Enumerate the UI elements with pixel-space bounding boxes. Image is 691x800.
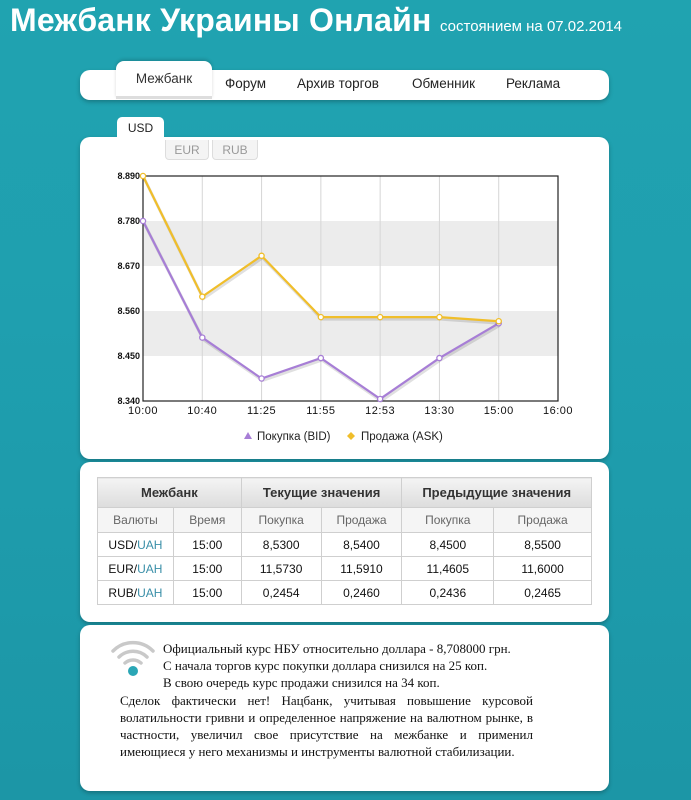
current-ask-cell: 8,5400 [321,533,402,557]
main-nav [80,70,609,100]
data-point-bid [200,335,205,340]
data-point-ask [259,253,264,258]
x-tick-label: 10:00 [127,405,159,417]
data-point-bid [259,376,264,381]
x-tick-label: 16:00 [542,405,574,417]
y-tick-label: 8.340 [117,396,140,406]
col-time: Время [173,508,241,533]
data-point-bid [318,355,323,360]
x-tick-label: 11:25 [246,405,277,417]
legend-label-bid: Покупка (BID) [257,431,331,443]
grid-band [143,176,558,221]
col-current-ask: Продажа [321,508,402,533]
table-row [98,557,592,581]
tab-advertising[interactable]: Реклама [506,76,561,91]
tab-forum[interactable]: Форум [225,76,267,91]
page-header [10,2,622,39]
time-cell: 15:00 [173,533,241,557]
time-cell: 15:00 [173,557,241,581]
data-point-bid [378,396,383,401]
header-mezhbank: Межбанк [98,478,242,508]
previous-ask-cell: 8,5500 [494,533,592,557]
data-point-ask [378,315,383,320]
col-previous-bid: Покупка [402,508,494,533]
grid-band [143,266,558,311]
table-row [98,581,592,605]
previous-bid-cell: 0,2436 [402,581,494,605]
header-previous-values: Предыдущие значения [402,478,592,508]
current-bid-cell: 8,5300 [241,533,321,557]
rates-table [97,477,592,605]
currency-tab-eur[interactable]: EUR [165,140,209,160]
col-current-bid: Покупка [241,508,321,533]
x-tick-label: 10:40 [187,405,218,417]
col-currency: Валюты [98,508,174,533]
tab-exchange[interactable]: Обменник [412,76,476,91]
previous-bid-cell: 11,4605 [402,557,494,581]
currency-tab-usd[interactable]: USD [117,117,164,139]
header-current-values: Текущие значения [241,478,402,508]
rate-chart [80,137,609,459]
x-tick-label: 13:30 [424,405,455,417]
data-point-bid [437,355,442,360]
wifi-signal-icon [110,638,156,678]
previous-bid-cell: 8,4500 [402,533,494,557]
data-point-bid [140,218,145,223]
page-title: Межбанк Украины Онлайн [10,2,432,38]
info-line-bid-change: С начала торгов курс покупки доллара снизился на 25 коп. [163,658,488,673]
x-tick-label: 11:55 [306,405,336,417]
current-ask-cell: 0,2460 [321,581,402,605]
y-tick-label: 8.450 [117,351,140,361]
data-point-ask [437,315,442,320]
info-paragraph: Сделок фактически нет! Нацбанк, учитывая повышение курсовой волатильности гривни и определенное напряжение на валютном рынке, в частности, увеличил свое присутствие на межбанке и применил имеющиеся у него механизмы и инструменты валютной стабилизации. [120,693,533,759]
currency-pair: EUR/UAH [98,557,174,581]
info-panel [80,625,609,791]
info-line-official-rate: Официальный курс НБУ относительно доллара - 8,708000 грн. [163,641,511,656]
y-tick-label: 8.890 [117,171,140,181]
y-tick-label: 8.670 [117,261,140,271]
time-cell: 15:00 [173,581,241,605]
current-ask-cell: 11,5910 [321,557,402,581]
data-point-ask [496,319,501,324]
col-previous-ask: Продажа [494,508,592,533]
x-tick-label: 15:00 [483,405,514,417]
legend-marker-bid [244,432,252,439]
current-bid-cell: 0,2454 [241,581,321,605]
grid-band [143,221,558,266]
data-point-ask [318,315,323,320]
page-subtitle: состоянием на 07.02.2014 [439,18,623,35]
currency-tab-rub[interactable]: RUB [212,140,258,160]
rates-table-panel [80,462,609,622]
tab-archive[interactable]: Архив торгов [297,76,379,91]
info-summary [163,640,511,691]
currency-pair: RUB/UAH [98,581,174,605]
currency-pair: USD/UAH [98,533,174,557]
y-tick-label: 8.780 [117,216,140,226]
data-point-ask [200,294,205,299]
previous-ask-cell: 11,6000 [494,557,592,581]
info-line-ask-change: В свою очередь курс продажи снизился на 34 коп. [163,675,440,690]
tab-mezhbank[interactable]: Межбанк [116,61,212,99]
x-tick-label: 12:53 [365,405,396,417]
current-bid-cell: 11,5730 [241,557,321,581]
legend-label-ask: Продажа (ASK) [361,431,443,443]
table-row [98,533,592,557]
data-point-ask [140,173,145,178]
legend-marker-ask [347,432,355,440]
y-tick-label: 8.560 [117,306,140,316]
previous-ask-cell: 0,2465 [494,581,592,605]
